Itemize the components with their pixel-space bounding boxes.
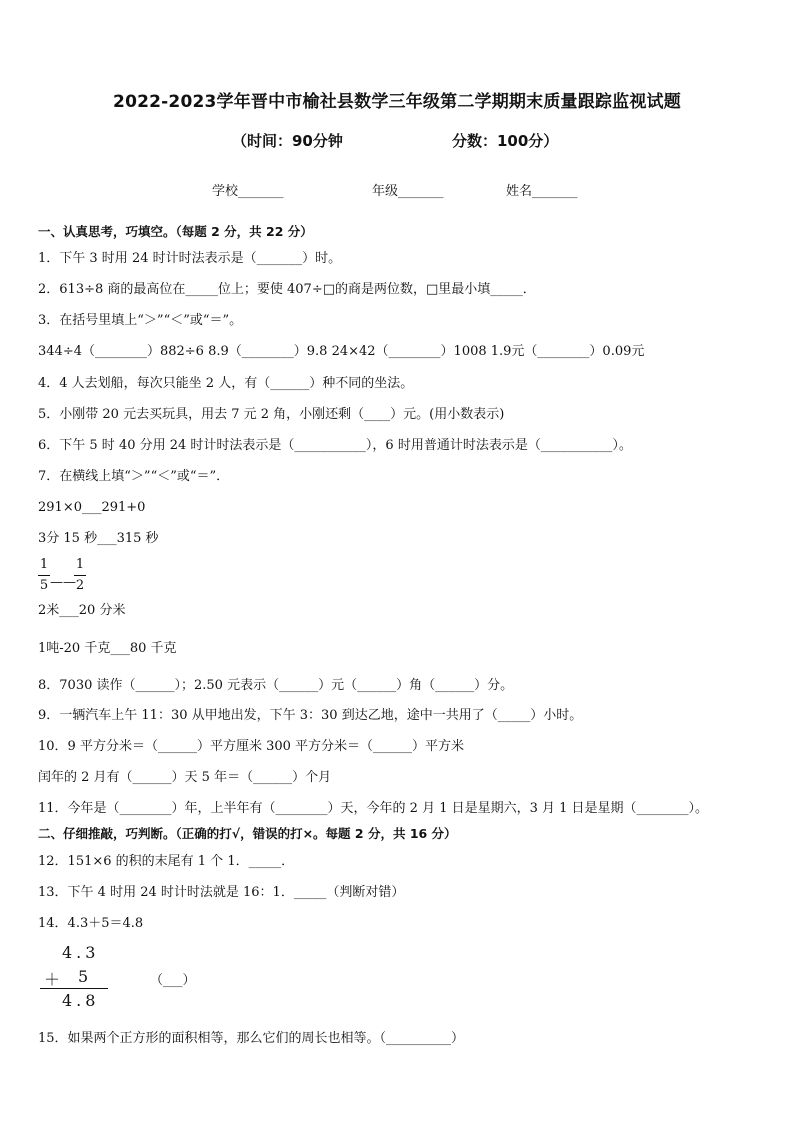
question-3-items: 344÷4（________）882÷6 8.9（________）9.8 24×42（________）1008 1.9元（________）0.09元	[38, 344, 645, 359]
question-13: 13．下午 4 时用 24 时计时法就是 16：1．_____（判断对错）	[38, 885, 405, 900]
question-7-d: 2米___20 分米	[38, 603, 126, 618]
question-7-e: 1吨-20 千克___80 千克	[38, 641, 177, 656]
section-1-heading: 一、认真思考，巧填空。（每题 2 分，共 22 分）	[38, 224, 313, 239]
denominator: 5	[39, 578, 49, 593]
exam-title: 2022-2023学年晋中市榆社县数学三年级第二学期期末质量跟踪监视试题	[113, 92, 681, 112]
school-field: 学校_______	[212, 184, 284, 199]
exam-time: （时间：90分钟	[232, 132, 343, 150]
question-1: 1．下午 3 时用 24 时计时法表示是（_______）时。	[38, 251, 342, 266]
vertical-plus-sign: ＋	[44, 970, 65, 989]
name-field: 姓名_______	[506, 184, 578, 199]
numerator: 1	[75, 557, 85, 572]
grade-field: 年级_______	[372, 184, 444, 199]
question-14-answer-blank: （___）	[150, 973, 196, 988]
question-15: 15．如果两个正方形的面积相等，那么它们的周长也相等。（__________）	[38, 1031, 465, 1046]
question-7: 7．在横线上填“＞”“＜”或“＝”．	[38, 469, 230, 484]
fraction-compare-dash: ——	[50, 575, 76, 590]
question-8: 8．7030 读作（______）；2.50 元表示（______）元（______）角（______）分。	[38, 678, 514, 693]
question-5: 5．小刚带 20 元去买玩具，用去 7 元 2 角，小刚还剩（____）元。(用小数表示)	[38, 407, 505, 422]
question-6: 6．下午 5 时 40 分用 24 时计时法表示是（___________），6 时用普通计时法表示是（___________）。	[38, 438, 632, 453]
question-9: 9．一辆汽车上午 11：30 从甲地出发，下午 3：30 到达乙地，途中一共用了（_____）小时。	[38, 708, 583, 723]
fraction-one-fifth	[38, 557, 50, 593]
exam-score: 分数：100分）	[452, 132, 559, 150]
numerator: 1	[39, 557, 49, 572]
question-10: 10．9 平方分米＝（______）平方厘米 300 平方分米＝（______）平方米	[38, 739, 465, 754]
question-12: 12．151×6 的积的末尾有 1 个 1．_____．	[38, 854, 295, 869]
denominator: 2	[75, 578, 85, 593]
question-14: 14．4.3＋5＝4.8	[38, 916, 144, 931]
question-7-b: 3分 15 秒___315 秒	[38, 531, 159, 546]
vertical-addend-bottom: 5	[78, 967, 93, 986]
vertical-result: 4.8	[62, 991, 100, 1010]
question-4: 4．4 人去划船，每次只能坐 2 人，有（______）种不同的坐法。	[38, 376, 414, 391]
fraction-one-half	[74, 557, 86, 593]
question-11: 11．今年是（________）年，上半年有（________）天，今年的 2 月 1 日是星期六，3 月 1 日是星期（________）。	[38, 801, 709, 816]
section-2-heading: 二、仔细推敲，巧判断。（正确的打√，错误的打×。每题 2 分，共 16 分）	[38, 826, 457, 841]
vertical-sum-line	[40, 988, 108, 989]
question-7-a: 291×0___291+0	[38, 500, 146, 515]
question-2: 2．613÷8 商的最高位在_____位上；要使 407÷□的商是两位数，□里最小填_____．	[38, 282, 536, 297]
vertical-addend-top: 4.3	[62, 943, 100, 962]
question-10-b: 闰年的 2 月有（______）天 5 年＝（______）个月	[38, 770, 332, 785]
question-3: 3．在括号里填上“＞”“＜”或“＝”。	[38, 313, 243, 328]
